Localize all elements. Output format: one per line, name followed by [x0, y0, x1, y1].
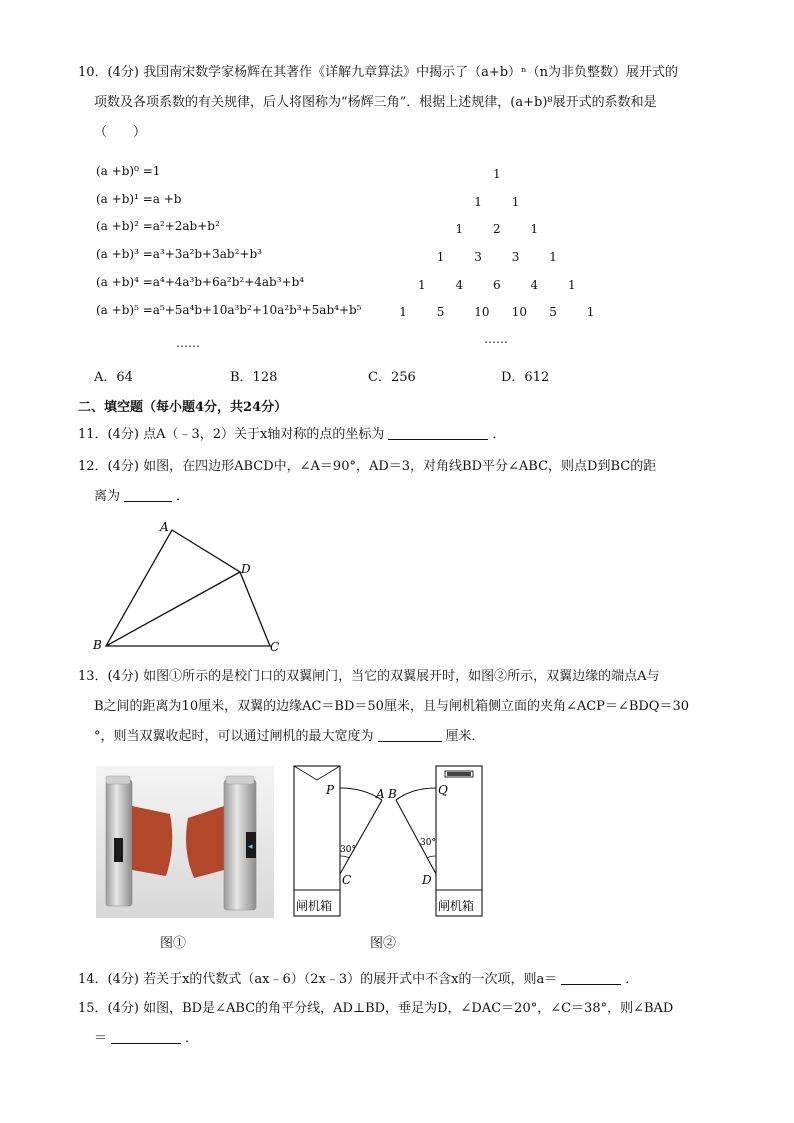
- triangle-cell: 1: [455, 222, 464, 236]
- fig2-label-d: D: [422, 873, 432, 887]
- triangle-cell: 1: [418, 278, 426, 292]
- triangle-cell: 5: [436, 305, 445, 319]
- triangle-cell: 1: [511, 195, 520, 209]
- dots-right: ……: [484, 332, 508, 346]
- q14-answer-blank[interactable]: [561, 970, 621, 985]
- triangle-cell: 4: [530, 278, 539, 292]
- expansion-4: (a +b)⁴ =a⁴+4a³b+6a²b²+4ab³+b⁴: [96, 275, 305, 289]
- q12-label-a: A: [160, 520, 169, 534]
- fig1-caption: 图①: [160, 936, 187, 951]
- choice-d[interactable]: D．612: [501, 370, 550, 385]
- question-15: [78, 994, 718, 1054]
- q12-quadrilateral-figure: [88, 518, 298, 654]
- q11-text: 11．(4分) 点A（﹣3，2）关于x轴对称的点的坐标为: [78, 427, 385, 442]
- fig2-angle-right: 30°: [420, 838, 436, 848]
- q13-answer-blank[interactable]: [378, 727, 442, 742]
- q12-line1: 12．(4分) 如图，在四边形ABCD中，∠A＝90°，AD＝3，对角线BD平分∠ABC，则点D到BC的距: [78, 459, 657, 474]
- triangle-cell: 1: [586, 305, 595, 319]
- q10-line2: 项数及各项系数的有关规律，后人将图称为“杨辉三角”．根据上述规律，(a+b)⁸展开式的系数和是: [94, 95, 657, 110]
- question-14: [78, 965, 718, 995]
- q13-line2: B之间的距离为10厘米，双翼的边缘AC＝BD＝50厘米，且与闸机箱侧立面的夹角∠ACP＝∠BDQ＝30: [94, 699, 689, 714]
- triangle-cell: 10: [474, 305, 490, 319]
- q12-end: ．: [176, 489, 190, 504]
- q15-answer-blank[interactable]: [111, 1029, 181, 1044]
- fig2-caption: 图②: [370, 936, 397, 951]
- triangle-cell: 1: [530, 222, 539, 236]
- dots-left: ……: [176, 336, 200, 350]
- triangle-cell: 1: [568, 278, 576, 292]
- question-13: [78, 662, 718, 752]
- triangle-cell: 3: [511, 250, 520, 264]
- fig2-box-left-label: 闸机箱: [296, 899, 333, 913]
- expansion-1: (a +b)¹ =a +b: [96, 192, 182, 206]
- q15-line2: ＝: [94, 1031, 108, 1046]
- expansion-0: (a +b)⁰ =1: [96, 164, 161, 178]
- q12-answer-blank[interactable]: [124, 487, 172, 502]
- gate-photo-figure: [96, 766, 274, 918]
- fig2-box-right-label: 闸机箱: [438, 899, 475, 913]
- question-10: [78, 58, 718, 148]
- q14-end: ．: [625, 972, 639, 987]
- q10-line3: （ ）: [94, 125, 147, 140]
- q13-line3a: °，则当双翼收起时，可以通过闸机的最大宽度为: [94, 729, 374, 744]
- q15-end: ．: [185, 1031, 199, 1046]
- fig2-label-b: B: [388, 787, 397, 801]
- triangle-cell: 2: [493, 222, 501, 236]
- gate-schematic-figure: [290, 762, 490, 922]
- triangle-cell: 1: [549, 250, 557, 264]
- q11-answer-blank[interactable]: [388, 425, 488, 440]
- q12-line2: 离为: [94, 489, 121, 504]
- fig2-label-a: A: [376, 787, 385, 801]
- q12-label-b: B: [93, 638, 102, 652]
- choice-b[interactable]: B．128: [230, 370, 278, 385]
- section-title: 二、填空题（每小题4分，共24分）: [78, 400, 288, 415]
- question-12: [78, 452, 718, 512]
- expansion-2: (a +b)² =a²+2ab+b²: [96, 219, 220, 233]
- fig2-label-p: P: [326, 783, 335, 797]
- triangle-cell: 1: [474, 195, 482, 209]
- q11-end: ．: [492, 427, 506, 442]
- q13-line1: 13．(4分) 如图①所示的是校门口的双翼闸门，当它的双翼展开时，如图②所示，双翼边缘的端点A与: [78, 669, 660, 684]
- q14-text: 14．(4分) 若关于x的代数式（ax﹣6）（2x﹣3）的展开式中不含x的一次项，则a＝: [78, 972, 558, 987]
- triangle-cell: 5: [549, 305, 557, 319]
- q12-label-c: C: [270, 640, 280, 654]
- choice-c[interactable]: C．256: [368, 370, 416, 385]
- triangle-cell: 1: [493, 167, 501, 181]
- q10-line1: 10．(4分) 我国南宋数学家杨辉在其著作《详解九章算法》中揭示了（a+b）ⁿ（n为非负整数）展开式的: [78, 65, 679, 80]
- triangle-cell: 3: [474, 250, 482, 264]
- q12-label-d: D: [241, 562, 251, 576]
- triangle-cell: 1: [436, 250, 445, 264]
- fig2-angle-left: 30°: [340, 845, 356, 855]
- expansion-5: (a +b)⁵ =a⁵+5a⁴b+10a³b²+10a²b³+5ab⁴+b⁵: [96, 303, 362, 317]
- q13-line3b: 厘米．: [445, 729, 485, 744]
- question-11: [78, 420, 718, 450]
- triangle-cell: 1: [399, 305, 407, 319]
- arrow-left-icon: ◂: [248, 842, 253, 852]
- triangle-cell: 4: [455, 278, 464, 292]
- triangle-cell: 6: [493, 278, 501, 292]
- fig2-label-q: Q: [438, 783, 448, 797]
- q15-line1: 15．(4分) 如图，BD是∠ABC的角平分线，AD⊥BD，垂足为D，∠DAC＝20°，∠C＝38°，则∠BAD: [78, 1001, 674, 1016]
- expansion-3: (a +b)³ =a³+3a²b+3ab²+b³: [96, 247, 262, 261]
- choice-a[interactable]: A．64: [94, 370, 133, 385]
- fig2-label-c: C: [342, 873, 352, 887]
- triangle-cell: 10: [511, 305, 528, 319]
